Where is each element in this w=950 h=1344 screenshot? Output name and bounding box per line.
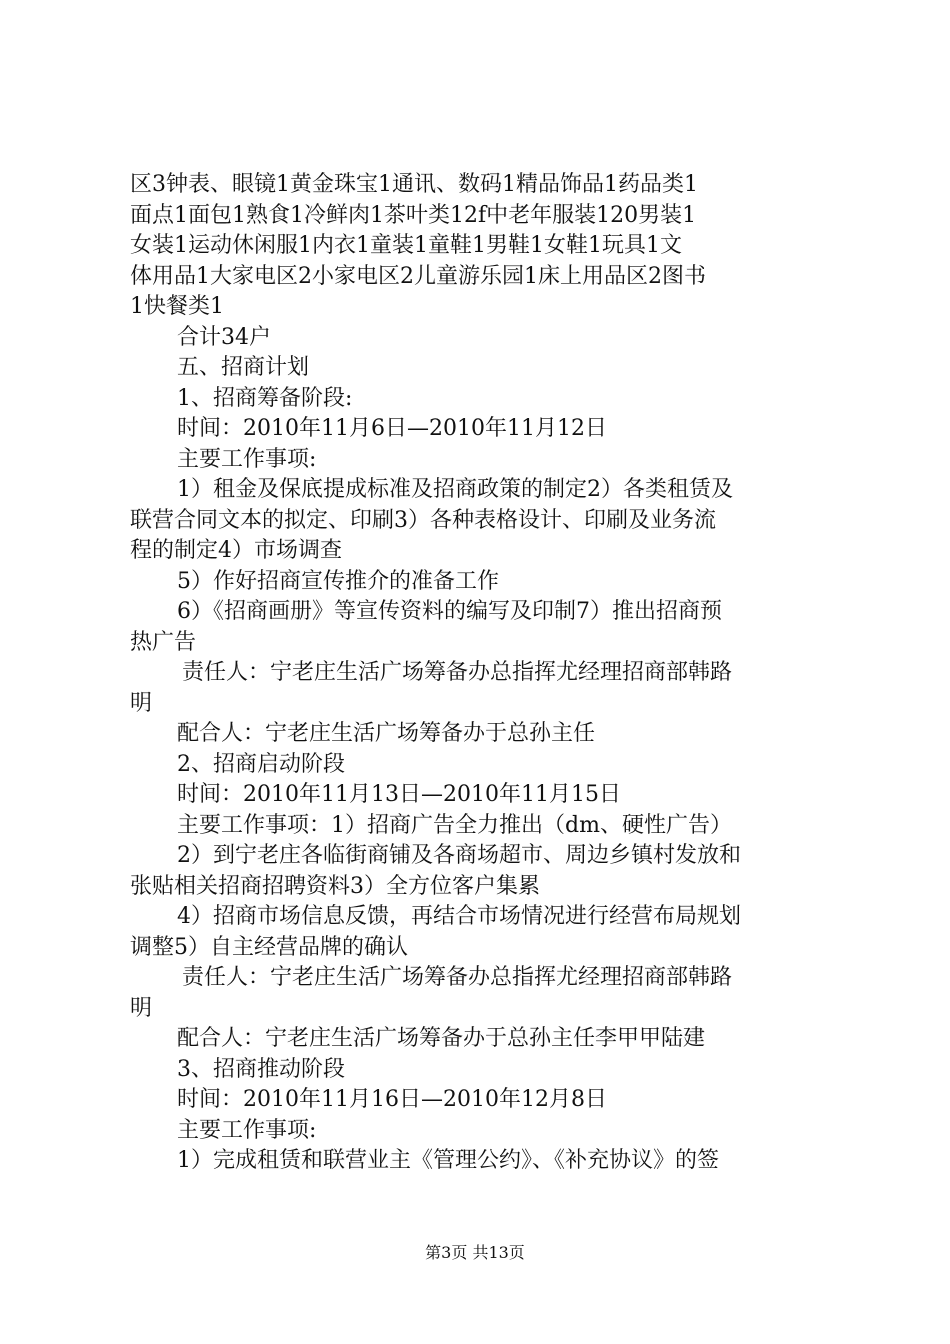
text-line: 主要工作事项：1）招商广告全力推出（dm、硬性广告） (177, 812, 732, 838)
text-line: 合计34户 (177, 324, 271, 350)
text-line: 配合人：宁老庄生活广场筹备办于总孙主任 (177, 721, 596, 746)
text-line: 3、招商推动阶段 (177, 1056, 345, 1082)
text-line: 明 (130, 690, 153, 716)
text-line: 面点1面包1熟食1冷鲜肉1茶叶类12f中老年服装120男装1 (130, 202, 697, 228)
text-line: 时间：2010年11月6日—2010年11月12日 (177, 416, 607, 441)
text-line: 调整5）自主经营品牌的确认 (130, 934, 408, 960)
text-line: 时间：2010年11月16日—2010年12月8日 (177, 1087, 607, 1112)
text-line: 1快餐类1 (130, 294, 224, 319)
page-footer (0, 1243, 950, 1263)
page-number: 第3页 共13页 (425, 1243, 525, 1262)
text-line: 体用品1大家电区2小家电区2儿童游乐园1床上用品区2图书 (130, 263, 706, 289)
text-line: 4）招商市场信息反馈，再结合市场情况进行经营布局规划 (177, 904, 741, 929)
text-line: 2、招商启动阶段 (177, 751, 345, 777)
text-line: 热广告 (130, 629, 197, 655)
text-line: 明 (130, 995, 153, 1021)
text-line: 张贴相关招商招聘资料3）全方位客户集累 (130, 873, 540, 899)
text-line: 联营合同文本的拟定、印刷3）各种表格设计、印刷及业务流 (130, 507, 716, 533)
document-body (130, 170, 830, 1177)
text-line: 区3钟表、眼镜1黄金珠宝1通讯、数码1精品饰品1药品类1 (130, 172, 698, 197)
text-line: 责任人：宁老庄生活广场筹备办总指挥尤经理招商部韩路 (182, 660, 733, 685)
text-line: 1）完成租赁和联营业主《管理公约》、《补充协议》的签 (177, 1148, 719, 1173)
text-line: 配合人：宁老庄生活广场筹备办于总孙主任李甲甲陆建 (177, 1026, 706, 1051)
text-line: 5）作好招商宣传推介的准备工作 (177, 568, 499, 594)
text-line: 五、招商计划 (177, 355, 310, 380)
text-line: 时间：2010年11月13日—2010年11月15日 (177, 782, 621, 807)
text-line: 1、招商筹备阶段: (177, 385, 353, 411)
text-line: 2）到宁老庄各临街商铺及各商场超市、周边乡镇村发放和 (177, 843, 741, 868)
text-line: 1）租金及保底提成标准及招商政策的制定2）各类租赁及 (177, 477, 733, 502)
text-line: 责任人：宁老庄生活广场筹备办总指挥尤经理招商部韩路 (182, 965, 733, 990)
text-line: 6）《招商画册》等宣传资料的编写及印制7）推出招商预 (177, 599, 722, 624)
text-line: 主要工作事项: (177, 446, 317, 472)
text-line: 女装1运动休闲服1内衣1童装1童鞋1男鞋1女鞋1玩具1文 (130, 233, 682, 258)
text-line: 程的制定4）市场调查 (130, 538, 342, 563)
text-line: 主要工作事项: (177, 1117, 317, 1143)
